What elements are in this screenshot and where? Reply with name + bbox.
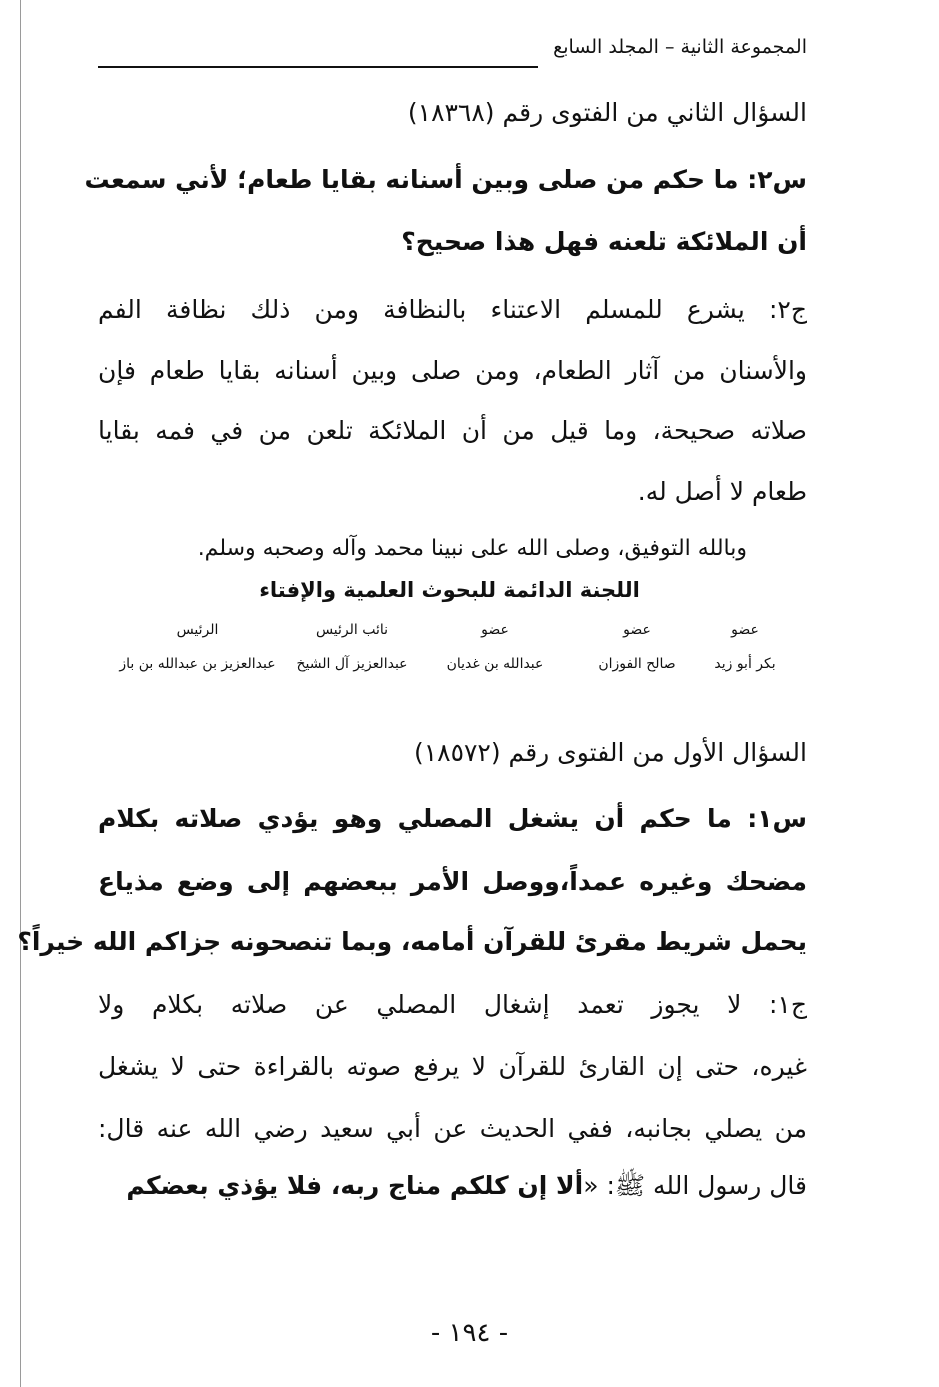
signatory-role: عضو — [623, 622, 651, 638]
closing-formula: وبالله التوفيق، وصلى الله على نبينا محمد وآله وصحبه وسلم. — [197, 536, 747, 561]
fatwa-2-question-line-3: يحمل شريط مقرئ للقرآن أمامه، وبما تنصحونه جزاكم الله خيراً؟ — [17, 927, 807, 956]
fatwa-1-question-line-2: أن الملائكة تلعنه فهل هذا صحيح؟ — [401, 227, 807, 256]
hadith-quote: ألا إن كلكم مناج ربه، فلا يؤذي بعضكم — [126, 1171, 584, 1200]
fatwa-1-title: السؤال الثاني من الفتوى رقم (١٨٣٦٨) — [407, 98, 807, 127]
signatory-name: عبدالعزيز بن عبدالله بن باز — [119, 656, 276, 672]
fatwa-2-title: السؤال الأول من الفتوى رقم (١٨٥٧٢) — [413, 738, 807, 767]
running-header: المجموعة الثانية – المجلد السابع — [553, 36, 807, 58]
signatory-name: عبدالعزيز آل الشيخ — [296, 656, 408, 672]
signatory-role: عضو — [481, 622, 509, 638]
fatwa-2-answer-line-2: غيره، حتى إن القارئ للقرآن لا يرفع صوته بالقراءة حتى لا يشغل — [98, 1052, 807, 1081]
fatwa-2-question-line-2: مضحك وغيره عمداً،ووصل الأمر ببعضهم إلى وضع مذياع — [98, 867, 807, 896]
fatwa-1-answer-line-2: والأسنان من آثار الطعام، ومن صلى وبين أسنانه بقايا طعام فإن — [98, 356, 807, 385]
fatwa-2-answer-line-4 — [126, 1170, 807, 1207]
signatory-name: بكر أبو زيد — [714, 656, 776, 672]
signatory — [690, 622, 800, 672]
hadith-intro: قال رسول الله ﷺ: « — [583, 1171, 807, 1200]
signatory-name: عبدالله بن غديان — [446, 656, 544, 672]
header-rule — [98, 66, 538, 68]
signatory-name: صالح الفوزان — [598, 656, 676, 672]
signatories — [100, 622, 800, 692]
signatory — [282, 622, 422, 672]
signatory-role: الرئيس — [176, 622, 219, 638]
committee-name: اللجنة الدائمة للبحوث العلمية والإفتاء — [259, 578, 640, 602]
fatwa-1-question-line-1: س٢: ما حكم من صلى وبين أسنانه بقايا طعام؛ لأني سمعت — [84, 165, 807, 194]
signatory-role: عضو — [731, 622, 759, 638]
fatwa-1-answer-line-3: صلاته صحيحة، وما قيل من أن الملائكة تلعن من في فمه بقايا — [98, 416, 807, 445]
signatory — [430, 622, 560, 672]
signatory — [100, 622, 295, 672]
fatwa-2-question-line-1: س١: ما حكم أن يشغل المصلي وهو يؤدي صلاته بكلام — [98, 804, 807, 833]
signatory — [582, 622, 692, 672]
page-number: - ١٩٤ - — [430, 1318, 509, 1348]
page-edge-line — [20, 0, 21, 1387]
signatory-role: نائب الرئيس — [315, 622, 389, 638]
fatwa-1-answer-line-4: طعام لا أصل له. — [637, 477, 807, 506]
fatwa-2-answer-line-1: ج١: لا يجوز تعمد إشغال المصلي عن صلاته بكلام ولا — [98, 990, 807, 1019]
fatwa-1-answer-line-1: ج٢: يشرع للمسلم الاعتناء بالنظافة ومن ذلك نظافة الفم — [98, 295, 807, 324]
fatwa-2-answer-line-3: من يصلي بجانبه، ففي الحديث عن أبي سعيد رضي الله عنه قال: — [98, 1114, 807, 1143]
